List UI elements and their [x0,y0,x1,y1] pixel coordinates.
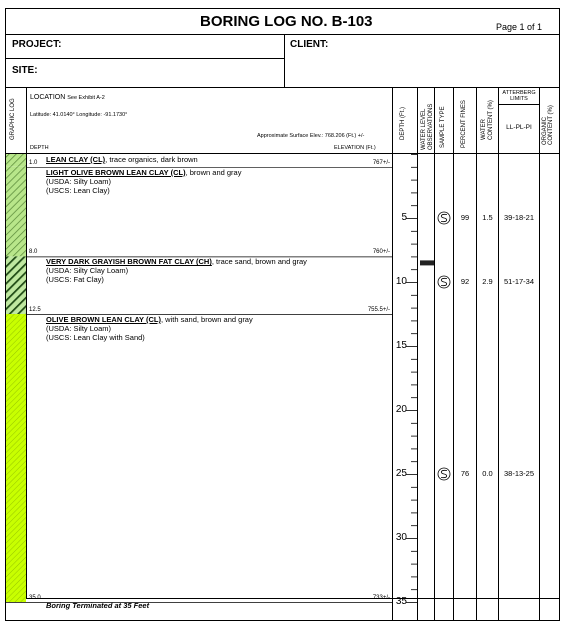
depth-tick-label: 30 [395,532,407,543]
graphic-log-header: GRAPHIC LOG [10,98,16,140]
depth-tick-label: 15 [395,340,407,351]
page-indicator: Page 1 of 1 [496,22,543,32]
sample-type-glyph [441,470,447,477]
client-label: CLIENT: [290,39,329,50]
stratum-elevation: 760+/- [372,249,390,256]
stratum-depth: 8.0 [29,249,38,256]
sample-fines-value: 92 [460,277,470,286]
stratum-title: LIGHT OLIVE BROWN LEAN CLAY (CL) [46,167,186,177]
stratum-detail: , trace sand, brown and gray [211,257,307,267]
location-coords: Latitude: 41.0140° Longitude: -91.1730° [30,112,128,118]
depth-tick-label: 10 [395,276,407,287]
stratum-classification: (USDA: Silty Loam) [46,176,112,186]
stratum-depth: 12.5 [29,307,41,313]
sample-fines-value: 99 [460,213,470,222]
elevation-header: ELEVATION (Ft.) [334,145,376,151]
project-label: PROJECT: [12,39,62,50]
site-label: SITE: [12,65,38,76]
stratum-classification: (USDA: Silty Clay Loam) [46,266,129,276]
stratum-classification: (USDA: Silty Loam) [46,324,112,333]
sample-type-glyph [441,278,447,285]
depth-tick-label: 35 [395,596,407,607]
stratum-title: LEAN CLAY (CL) [46,155,106,164]
sample-atterberg-value: 38-13-25 [503,469,535,478]
stratum-title: OLIVE BROWN LEAN CLAY (CL) [46,315,162,324]
stratum-classification: (USCS: Lean Clay with Sand) [46,333,145,342]
stratum-elevation: 733+/- [372,595,390,601]
graphic-log-stratum [6,314,26,602]
log-title: BORING LOG NO. B-103 [200,13,373,30]
depth-tick-label: 25 [395,468,407,479]
graphic-log-stratum [6,154,26,167]
termination-note: Boring Terminated at 35 Feet [46,601,150,610]
stratum-depth: 1.0 [29,159,38,166]
atterberg-header: ATTERBERG LIMITS [502,90,536,102]
sample-type-glyph [441,214,447,221]
depth-header: DEPTH [30,145,49,151]
stratum-detail: , trace organics, dark brown [105,155,198,164]
stratum-elevation: 767+/- [372,159,390,166]
percent-fines-header: PERCENT FINES [461,100,467,148]
sample-fines-value: 76 [460,469,470,478]
stratum-title: VERY DARK GRAYISH BROWN FAT CLAY (CH) [46,257,212,267]
stratum-classification: (USCS: Fat Clay) [46,275,104,285]
graphic-log-stratum [6,256,26,314]
stratum-description [46,168,241,195]
stratum-classification: (USCS: Lean Clay) [46,185,110,195]
graphic-log-stratum [6,167,26,257]
sample-water-value: 0.0 [482,469,493,478]
depth-tick-label: 20 [395,404,407,415]
surface-elevation: Approximate Surface Elev.: 768.206 (Ft.) +/- [257,133,365,139]
sample-atterberg-value: 51-17-34 [503,277,535,286]
sample-water-value: 1.5 [482,213,493,222]
water-content-header: WATER CONTENT (%) [481,100,494,140]
sample-atterberg-value: 39-18-21 [503,213,535,222]
location-label-text: LOCATION [30,94,66,101]
sample-type-header: SAMPLE TYPE [440,106,446,148]
stratum-description [46,155,198,164]
water-level-marker-icon [420,260,434,265]
location-label [30,94,105,101]
stratum-detail: , brown and gray [185,167,242,177]
stratum-depth: 35.0 [29,595,41,601]
stratum-detail: , with sand, brown and gray [161,315,253,324]
stratum-description [46,257,307,284]
location-ref: See Exhibit A-2 [67,95,105,101]
stratum-elevation: 755.5+/- [367,307,390,313]
depth-column-header: DEPTH (Ft.) [400,107,406,140]
ll-pl-pi-header: LL-PL-PI [506,124,532,131]
water-level-header: WATER LEVEL OBSERVATIONS [421,103,434,150]
organic-content-header: ORGANIC CONTENT (%) [542,105,554,145]
sample-water-value: 2.9 [482,277,493,286]
stratum-description [46,315,253,342]
depth-tick-label: 5 [401,212,407,223]
